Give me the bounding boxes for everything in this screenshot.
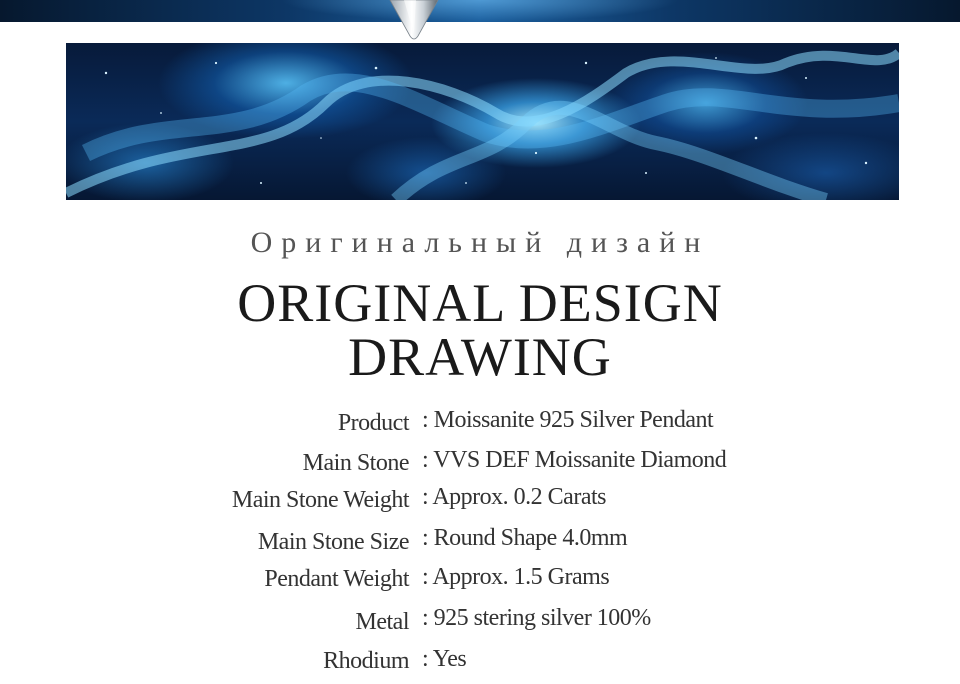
spec-row-main-stone	[0, 447, 960, 486]
spec-label: Rhodium	[323, 648, 409, 674]
spec-row-product	[0, 407, 960, 446]
spec-label: Product	[337, 410, 409, 436]
spec-label: Pendant Weight	[264, 566, 409, 592]
spec-value: : Approx. 0.2 Carats	[422, 484, 606, 510]
spec-row-metal	[0, 605, 960, 645]
spec-row-main-stone-weight	[0, 484, 960, 523]
top-galaxy-strip	[0, 0, 960, 22]
spec-label: Main Stone Weight	[231, 487, 409, 513]
page-title	[0, 273, 960, 387]
spec-value: : Yes	[422, 646, 467, 672]
spec-label: Metal	[355, 609, 409, 635]
spec-value: : Approx. 1.5 Grams	[422, 564, 610, 590]
spec-value: : 925 stering silver 100%	[422, 605, 651, 631]
spec-value: : Moissanite 925 Silver Pendant	[422, 407, 714, 433]
spec-value: : VVS DEF Moissanite Diamond	[422, 447, 727, 473]
russian-subtitle: Оригинальный дизайн	[250, 226, 710, 259]
spec-row-main-stone-size	[0, 525, 960, 565]
spec-label: Main Stone	[302, 450, 409, 476]
title-line-1: ORIGINAL DESIGN	[237, 273, 723, 333]
title-line-2: DRAWING	[348, 327, 612, 387]
spec-row-pendant-weight	[0, 566, 960, 602]
spec-label: Main Stone Size	[257, 529, 409, 555]
spec-value: : Round Shape 4.0mm	[422, 525, 628, 551]
galaxy-nebula-art	[66, 43, 899, 200]
galaxy-banner-image	[66, 43, 899, 200]
pendant-tip-image	[384, 0, 444, 42]
top-strip-glow	[280, 0, 680, 22]
